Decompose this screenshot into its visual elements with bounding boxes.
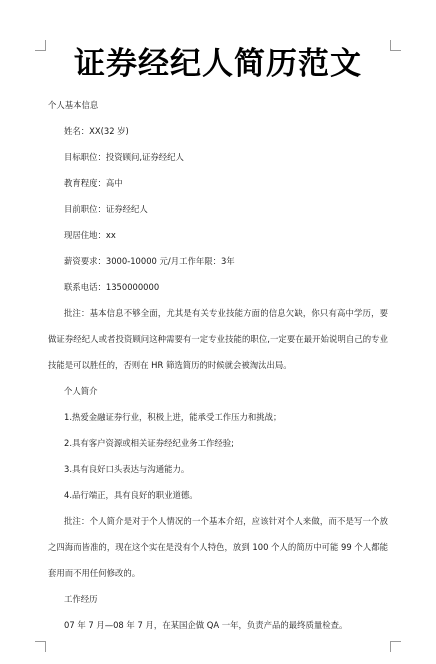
basic-field-target: 目标职位：投资顾问,证券经纪人 xyxy=(64,152,184,162)
basic-field-name: 姓名：XX(32 岁) xyxy=(64,126,129,136)
intro-item-4: 4.品行端正，具有良好的职业道德。 xyxy=(64,490,198,500)
basic-comment: 批注：基本信息不够全面，尤其是有关专业技能方面的信息欠缺，你只有高中学历，要做证券经纪人或者投资顾问这种需要有一定专业技能的职位,一定要在最开始说明自己的专业技能是可以胜任的，否则在 HR 筛选简历的时候就会被淘汰出局。 xyxy=(48,308,388,370)
basic-field-education: 教育程度：高中 xyxy=(64,178,123,188)
crop-mark-bottom-left xyxy=(35,641,46,652)
basic-field-phone: 联系电话：1350000000 xyxy=(64,282,160,292)
section-heading-basic: 个人基本信息 xyxy=(48,100,99,110)
intro-item-1: 1.热爱金融证券行业，积极上进，能承受工作压力和挑战； xyxy=(64,412,282,422)
section-heading-intro: 个人简介 xyxy=(64,386,98,396)
crop-mark-bottom-right xyxy=(390,641,401,652)
basic-field-salary: 薪资要求：3000-10000 元/月工作年限：3年 xyxy=(64,256,235,266)
basic-field-current: 目前职位：证券经纪人 xyxy=(64,204,148,214)
intro-item-2: 2.具有客户资源或相关证券经纪业务工作经验; xyxy=(64,438,234,448)
intro-item-3: 3.具有良好口头表达与沟通能力。 xyxy=(64,464,190,474)
work-item-1: 07 年 7 月—08 年 7 月，在某国企做 QA 一年，负责产品的最终质量检查。 xyxy=(64,620,348,630)
intro-comment: 批注：个人简介是对于个人情况的一个基本介绍，应该针对个人来做，而不是写一个放之四海而皆准的，现在这个实在是没有个人特色，放到 100 个人的简历中可能 99 个人都能套用而不用任何修改的。 xyxy=(48,516,388,578)
section-heading-work: 工作经历 xyxy=(64,594,98,604)
basic-field-residence: 现居住地：xx xyxy=(64,230,116,240)
document-title: 证券经纪人简历范文 xyxy=(74,46,362,82)
